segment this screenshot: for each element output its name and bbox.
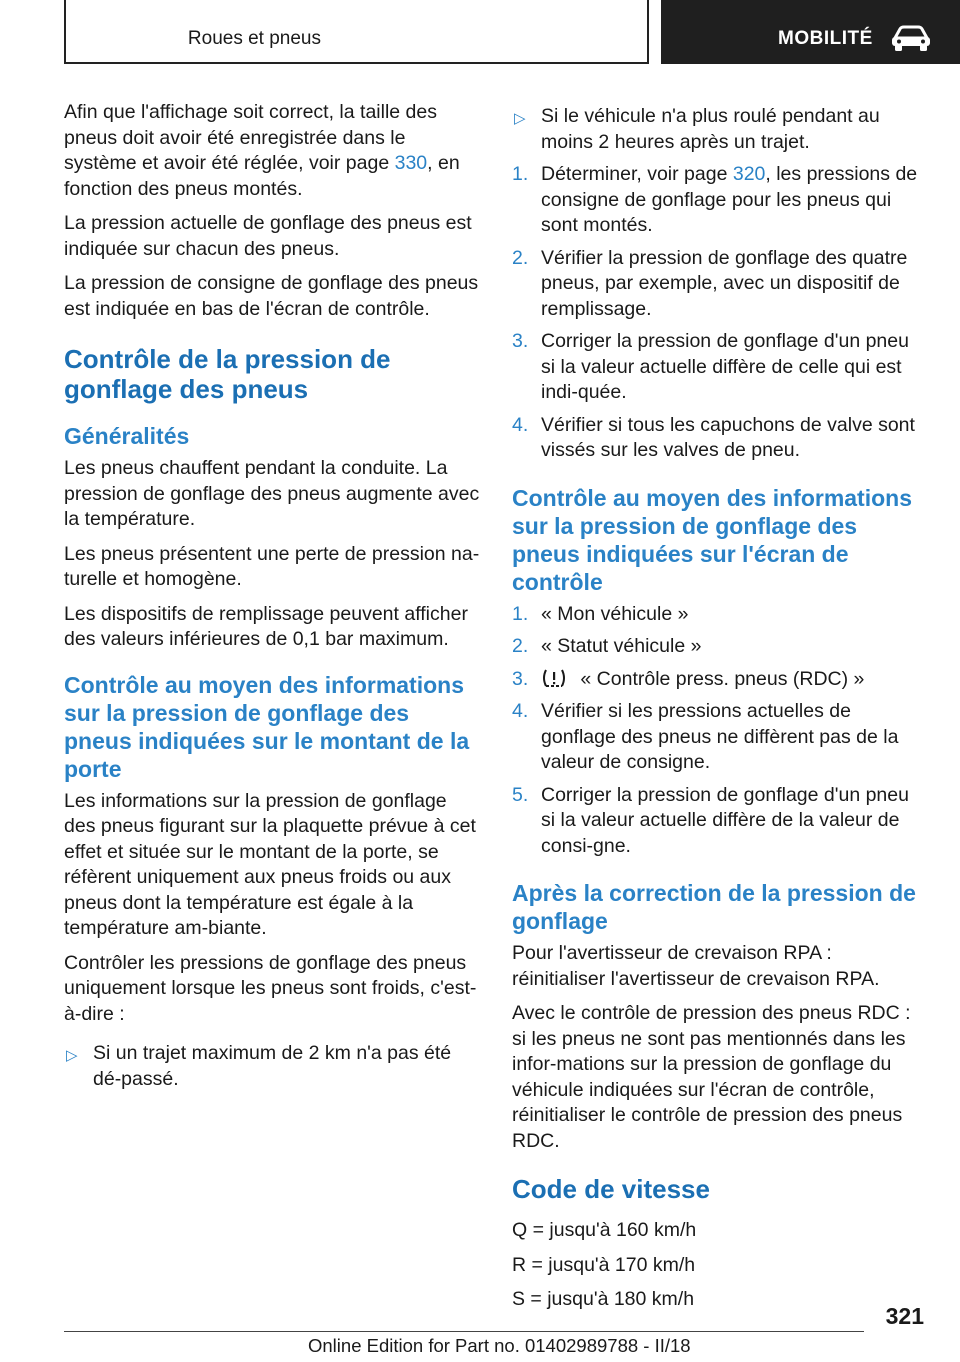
step-number: 2.	[512, 635, 529, 657]
paragraph: Les pneus présentent une perte de pression na‐turelle et homogène.	[64, 542, 480, 590]
step-number: 1.	[512, 163, 529, 185]
subsection-heading: Généralités	[64, 423, 190, 449]
section-heading: Code de vitesse	[512, 1174, 710, 1204]
speed-code-line: R = jusqu'à 170 km/h	[512, 1253, 696, 1276]
list-item: 2. Vérifier la pression de gonflage des quatre pneus, par exemple, avec un dispositif de remplissage.	[512, 246, 908, 320]
triangle-bullet-icon: ▷	[514, 110, 526, 127]
subsection-heading: Contrôle au moyen des informations sur la pression de gonflage des pneus indiquées sur l'écran de contrôle	[512, 484, 912, 595]
header-section-box	[64, 0, 649, 64]
step-number: 5.	[512, 783, 529, 806]
page-number: 321	[885, 1303, 924, 1329]
step-number: 4.	[512, 413, 529, 436]
section-heading: Contrôle de la pression de gonflage des pneus	[64, 344, 391, 404]
paragraph: La pression de consigne de gonflage des pneus est indiquée en bas de l'écran de contrôle.	[64, 272, 479, 320]
step-number: 3.	[512, 667, 529, 690]
header-chapter-tab	[661, 0, 960, 64]
paragraph: Pour l'avertisseur de crevaison RPA : réinitialiser l'avertisseur de crevaison RPA.	[512, 942, 880, 990]
list-item: ▷ Si le véhicule n'a plus roulé pendant au moins 2 heures après un trajet.	[514, 105, 880, 153]
list-item: 4. Vérifier si tous les capuchons de valve sont vissés sur les valves de pneu.	[512, 413, 915, 461]
step-number: 3.	[512, 330, 529, 352]
list-item: 3. Corriger la pression de gonflage d'un pneu si la valeur actuelle diffère de celle qui est indi‐quée.	[512, 330, 909, 403]
list-item: 4. Vérifier si les pressions actuelles de gonflage des pneus ne diffèrent pas de la valeur de consigne.	[512, 700, 899, 773]
step-number: 4.	[512, 700, 529, 722]
page-link-320[interactable]: 320	[732, 163, 766, 185]
footer-divider	[64, 1331, 864, 1332]
paragraph: Les informations sur la pression de gonflage des pneus figurant sur la plaquette prévue à cet effet et située sur le montant de la porte, se réfèrent uniquement aux pneus froids ou aux pneus dont la température est égale à la température am‐biante.	[64, 789, 476, 939]
speed-code-line: Q = jusqu'à 160 km/h	[512, 1219, 697, 1241]
list-item: 5. Corriger la pression de gonflage d'un pneu si la valeur actuelle diffère de la valeur de consi‐gne.	[512, 783, 909, 857]
list-item: 1. « Mon véhicule »	[512, 602, 928, 628]
page-link-330[interactable]: 330	[394, 152, 428, 174]
car-icon	[889, 24, 933, 52]
step-number: 2.	[512, 246, 529, 269]
paragraph: La pression actuelle de gonflage des pneus est indiquée sur chacun des pneus.	[64, 212, 472, 260]
paragraph: Les pneus chauffent pendant la conduite. La pression de gonflage des pneus augmente avec la température.	[64, 457, 480, 530]
list-item: 1. Déterminer, voir page 320, les pressions de consigne de gonflage pour les pneus qui sont montés.	[512, 163, 918, 236]
header-chapter-title: MOBILITÉ	[778, 28, 873, 49]
header-section-title: Roues et pneus	[187, 28, 321, 49]
tire-pressure-warning-icon	[541, 667, 567, 689]
step-number: 1.	[512, 602, 529, 625]
paragraph: Afin que l'affichage soit correct, la taille des pneus doit avoir été enregistrée dans le système et avoir été réglée, voir page 330, en fonction des pneus montés.	[64, 101, 460, 200]
list-item: ▷ Si un trajet maximum de 2 km n'a pas été dé‐passé.	[66, 1042, 452, 1090]
left-column	[64, 100, 480, 1099]
paragraph: Avec le contrôle de pression des pneus RDC : si les pneus ne sont pas mentionnés dans les infor‐mations sur la pression de gonflage du véhicule indiquées sur l'écran de contrôle, réinitialiser le contrôle de pression des pneus RDC.	[512, 1002, 911, 1152]
paragraph: Les dispositifs de remplissage peuvent afficher des valeurs inférieures de 0,1 bar maximum.	[64, 602, 468, 650]
paragraph: Contrôler les pressions de gonflage des pneus uniquement lorsque les pneus sont froids, c'est-à-dire :	[64, 951, 477, 1025]
triangle-bullet-icon: ▷	[66, 1047, 78, 1064]
subsection-heading: Contrôle au moyen des informations sur la pression de gonflage des pneus indiquées sur le montant de la porte	[64, 671, 470, 782]
right-column	[512, 104, 928, 1322]
list-item: 2. « Statut véhicule »	[512, 634, 928, 660]
list-item: 3. « Contrôle press. pneus (RDC) »	[512, 667, 928, 693]
footer-edition: Online Edition for Part no. 01402989788 - II/18	[308, 1335, 691, 1356]
subsection-heading: Après la correction de la pression de gonflage	[512, 880, 916, 934]
speed-code-line: S = jusqu'à 180 km/h	[512, 1288, 695, 1310]
